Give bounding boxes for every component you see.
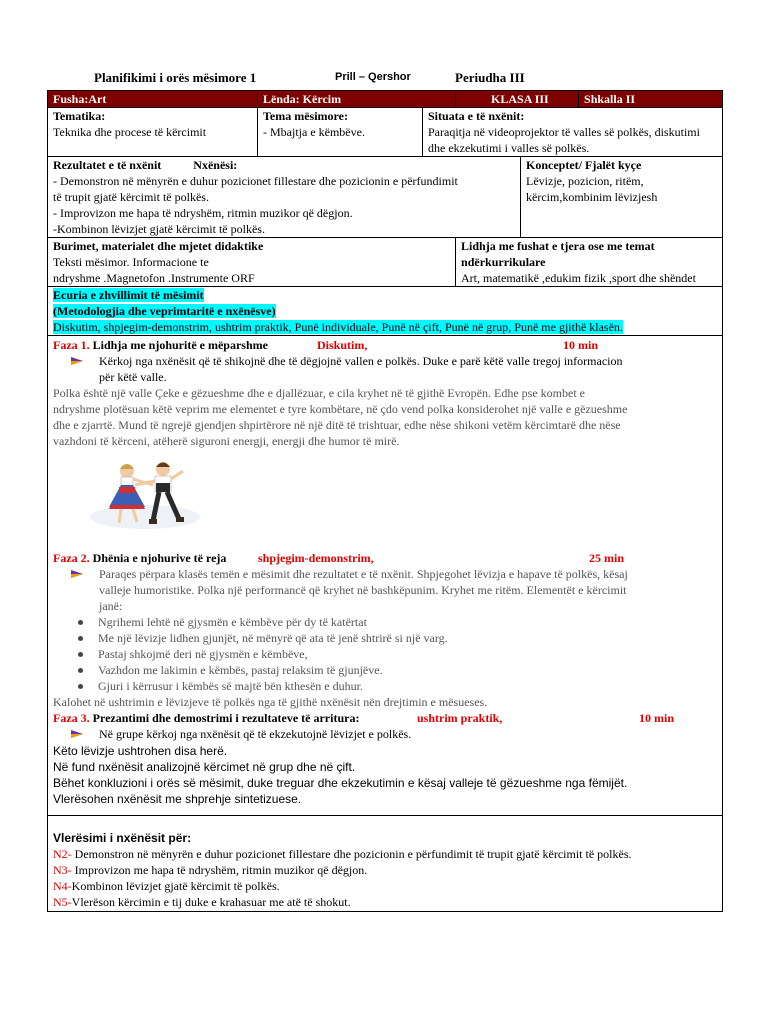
faza1-bullet-line: për këtë valle. bbox=[99, 370, 167, 384]
phases-cell bbox=[48, 336, 723, 816]
tematika-value: Teknika dhe procese të kërcimit bbox=[53, 125, 207, 139]
rezultat-line: - Improvizon me hapa të ndryshëm, ritmin muzikor që dëgjon. bbox=[53, 206, 353, 220]
rezultat-line: - Demonstron në mënyrën e duhur pozicionet fillestare dhe pozicionin e përfundimit bbox=[53, 174, 458, 188]
faza1-paragraph-line: ndryshme plotësuan këtë veprim me elementet e tyre kombëtare, në çdo vend polka konsiderohet një valle e gëzueshme bbox=[53, 402, 628, 416]
faza1-paragraph bbox=[53, 385, 717, 449]
faza3-time: 10 min bbox=[639, 711, 675, 725]
faza1-bullet-line: Kërkoj nga nxënësit që të shikojnë dhe të dëgjojnë vallen e polkës. Duke e parë këtë valle tregoj informacion bbox=[99, 354, 623, 368]
assessment-row bbox=[48, 816, 723, 912]
konceptet-line: Lëvizje, pozicion, ritëm, bbox=[526, 174, 644, 188]
fusha-cell: Fusha:Art bbox=[48, 91, 258, 108]
rezultatet-cell bbox=[48, 157, 521, 238]
konceptet-label: Konceptet/ Fjalët kyçe bbox=[526, 158, 642, 172]
faza2-bullet-line: janë: bbox=[99, 599, 123, 613]
tematika-cell bbox=[48, 108, 258, 157]
situata-cell bbox=[423, 108, 723, 157]
faza3-line: Bëhet konkluzioni i orës së mësimit, duke treguar dhe ekzekutimin e kësaj valleje të gëzueshme nga fëmijët. bbox=[53, 776, 628, 790]
plan-title: Planifikimi i orës mësimore 1 bbox=[94, 70, 257, 85]
faza3-lines bbox=[53, 743, 717, 807]
faza1-heading bbox=[53, 337, 717, 353]
faza2-steps bbox=[53, 614, 717, 694]
phases-row bbox=[48, 336, 723, 816]
faza2-method: shpjegim-demonstrim, bbox=[258, 551, 374, 565]
lidhja-value: Art, matematikë ,edukim fizik ,sport dhe shëndet bbox=[461, 271, 696, 285]
konceptet-line: kërcim,kombinim lëvizjesh bbox=[526, 190, 658, 204]
faza3-line: Vlerësohen nxënësit me shprehje sintetizuese. bbox=[53, 792, 302, 806]
faza1-method: Diskutim, bbox=[317, 338, 368, 352]
assessment-title: Vlerësimi i nxënësit për: bbox=[53, 831, 192, 845]
faza2-title: Dhënia e njohurive të reja bbox=[89, 551, 227, 565]
faza1-paragraph-line: dhe e zjarrtë. Mund të ngrejë gjendjen shpirtërore në një ditë të trishtuar, edhe nëse shikoni vetëm kërcimtarë dhe nëse bbox=[53, 418, 621, 432]
burimet-line: ndryshme .Magnetofon .Instrumente ORF bbox=[53, 271, 255, 285]
lesson-plan-table bbox=[47, 90, 723, 912]
tema-cell bbox=[258, 108, 423, 157]
faza3-line: Këto lëvizje ushtrohen disa herë. bbox=[53, 744, 228, 758]
faza2-bullet bbox=[53, 566, 717, 614]
lidhja-label-2: ndërkurrikulare bbox=[461, 255, 546, 269]
ecuria-methods: Diskutim, shpjegim-demonstrim, ushtrim praktik, Punë individuale, Punë në çift, Punë në grup, Punë me gjithë klasën. bbox=[53, 320, 623, 334]
faza2-heading bbox=[53, 550, 717, 566]
subject-row bbox=[48, 91, 723, 108]
list-item: Pastaj shkojmë deri në gjysmën e këmbëve, bbox=[98, 646, 717, 662]
faza2-time: 25 min bbox=[589, 551, 625, 565]
list-item: Gjuri i kërrusur i këmbës së majtë bën kthesën e duhur. bbox=[98, 678, 717, 694]
lidhja-label-1: Lidhja me fushat e tjera ose me temat bbox=[461, 239, 655, 253]
tema-value: - Mbajtja e këmbëve. bbox=[263, 125, 365, 139]
rezultatet-heading bbox=[53, 157, 515, 173]
ecuria-subtitle: (Metodologjia dhe veprimtaritë e nxënësve) bbox=[53, 304, 276, 318]
shkalla-cell: Shkalla II bbox=[579, 91, 723, 108]
arrow-bullet-icon bbox=[53, 566, 99, 614]
polka-dancers-image bbox=[75, 459, 215, 534]
arrow-bullet-icon bbox=[53, 726, 99, 743]
faza3-method: ushtrim praktik, bbox=[417, 711, 503, 725]
faza1-paragraph-line: Polka është një valle Çeke e gëzueshme dhe e djallëzuar, e cila kryhet në të gjithë Evropën. Edhe pse kombet e bbox=[53, 386, 585, 400]
faza1-bullet bbox=[53, 353, 717, 385]
outcomes-row bbox=[48, 157, 723, 238]
resources-row bbox=[48, 238, 723, 287]
period-label: Periudha III bbox=[455, 70, 525, 85]
assessment-item: N4-Kombinon lëvizjet gjatë kërcimit të polkës. bbox=[53, 879, 280, 893]
faza2-bullet-line: Paraqes përpara klasës temën e mësimit dhe rezultatet e të nxënit. Shpjegohet lëvizja e hapave të polkës, kësaj bbox=[99, 567, 628, 581]
rezultat-line: -Kombinon lëvizjet gjatë kërcimit të polkës. bbox=[53, 222, 265, 236]
list-item: Ngrihemi lehtë në gjysmën e këmbëve për dy të katërtat bbox=[98, 614, 717, 630]
list-item: Vazhdon me lakimin e këmbës, pastaj relaksim të gjunjëve. bbox=[98, 662, 717, 678]
faza1-paragraph-line: vazhdoni të kërceni, atëherë siguroni energji, energji dhe humor të mirë. bbox=[53, 434, 400, 448]
faza3-bullet bbox=[53, 726, 717, 743]
assessment-item: N2- Demonstron në mënyrën e duhur pozicionet fillestare dhe pozicionin e përfundimit të trupit gjatë kërcimit të polkës. bbox=[53, 847, 632, 861]
list-item: Me një lëvizje lidhen gjunjët, në mënyrë që ata të jenë shtrirë si një varg. bbox=[98, 630, 717, 646]
situata-value: Paraqitja në videoprojektor të valles së polkës, diskutimi dhe ekzekutimi i valles së polkës. bbox=[428, 125, 700, 155]
tema-label: Tema mësimore: bbox=[263, 109, 348, 123]
ecuria-title: Ecuria e zhvillimit të mësimit bbox=[53, 288, 204, 302]
assessment-item: N5-Vlerëson kërcimin e tij duke e krahasuar me atë të shokut. bbox=[53, 895, 351, 909]
faza3-heading bbox=[53, 710, 717, 726]
lidhja-cell bbox=[456, 238, 723, 287]
faza1-time: 10 min bbox=[563, 338, 599, 352]
klasa-cell: KLASA III bbox=[456, 91, 579, 108]
period-months: Prill – Qershor bbox=[335, 71, 411, 83]
burimet-label: Burimet, materialet dhe mjetet didaktike bbox=[53, 239, 264, 253]
faza3-label: Faza 3. bbox=[53, 711, 90, 725]
faza2-closing: Kalohet në ushtrimin e lëvizjeve të polkës nga të gjithë nxënësit nën drejtimin e mësueses. bbox=[53, 695, 488, 709]
situata-label: Situata e të nxënit: bbox=[428, 109, 525, 123]
nxenesi-label: Nxënësi: bbox=[193, 158, 238, 172]
burimet-line: Teksti mësimor. Informacione te bbox=[53, 255, 209, 269]
faza3-title: Prezantimi dhe demostrimi i rezultateve të arritura: bbox=[89, 711, 360, 725]
faza3-bullet-line: Në grupe kërkoj nga nxënësit që të ekzekutojnë lëvizjet e polkës. bbox=[99, 727, 412, 741]
ecuria-row bbox=[48, 287, 723, 336]
faza2-label: Faza 2. bbox=[53, 551, 90, 565]
faza1-label: Faza 1. bbox=[53, 338, 90, 352]
faza1-title: Lidhja me njohuritë e mëparshme bbox=[89, 338, 268, 352]
burimet-cell bbox=[48, 238, 456, 287]
page-header bbox=[0, 70, 768, 88]
assessment-item: N3- Improvizon me hapa të ndryshëm, ritmin muzikor që dëgjon. bbox=[53, 863, 368, 877]
faza2-bullet-line: valleje humoristike. Polka një performancë që kryhet në bashkëpunim. Kryhet me ritëm. Elementët e kërcimit bbox=[99, 583, 627, 597]
konceptet-cell bbox=[521, 157, 723, 238]
tematika-label: Tematika: bbox=[53, 109, 106, 123]
assessment-cell bbox=[48, 816, 723, 912]
rezultatet-label: Rezultatet e të nxënit bbox=[53, 158, 162, 172]
rezultat-line: të trupit gjatë kërcimit të polkës. bbox=[53, 190, 209, 204]
topic-row bbox=[48, 108, 723, 157]
lenda-cell: Lënda: Kërcim bbox=[258, 91, 456, 108]
ecuria-cell bbox=[48, 287, 723, 336]
faza3-line: Në fund nxënësit analizojnë kërcimet në grup dhe në çift. bbox=[53, 760, 356, 774]
arrow-bullet-icon bbox=[53, 353, 99, 385]
